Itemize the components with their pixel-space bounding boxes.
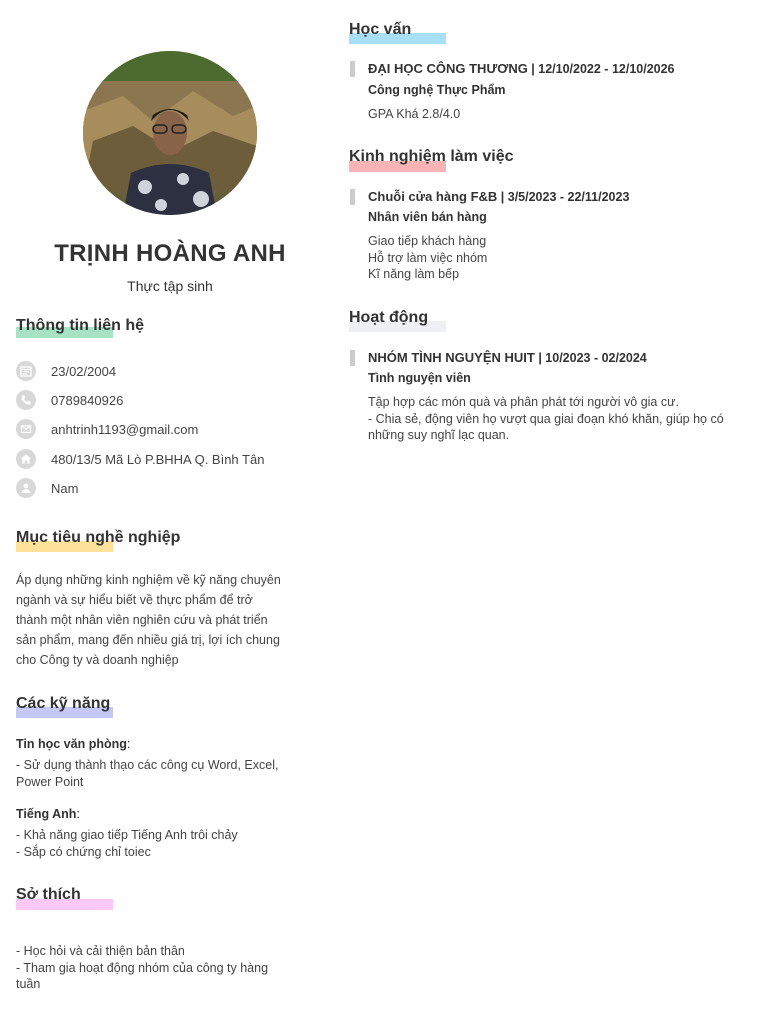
contact-phone[interactable]: 0789840926 [51,392,124,408]
hobbies-text [16,943,306,993]
skill-line: - Sử dụng thành thạo các công cụ Word, Excel, [16,758,279,772]
candidate-role: Thực tập sinh [127,278,213,294]
experience-entry-marker [350,189,355,205]
activities-line: Tập hợp các món quà và phân phát tới người vô gia cư. [368,395,679,409]
contact-row-gender [16,477,78,499]
skill-group-name: Tin học văn phòng [16,737,127,751]
education-org: ĐẠI HỌC CÔNG THƯƠNG [368,61,528,76]
email-icon [16,419,36,439]
user-icon [16,478,36,498]
contact-birthday: 23/02/2004 [51,363,117,379]
education-major: Công nghệ Thực Phẩm [368,83,506,97]
contact-address: 480/13/5 Mã Lò P.BHHA Q. Bình Tân [51,451,265,467]
contact-row-address [16,448,264,470]
experience-line: Giao tiếp khách hàng [368,234,487,248]
activities-line: những suy nghĩ lạc quan. [368,428,510,442]
experience-line: Hỗ trợ làm việc nhóm [368,250,488,265]
objective-title: Mục tiêu nghề nghiệp [16,529,181,546]
hobby-line: - Tham gia hoạt động nhóm của công ty hàng [16,960,269,975]
experience-line: Kĩ năng làm bếp [368,267,460,281]
hobby-line: tuần [16,977,41,991]
experience-entry-heading [368,189,629,204]
skill-group-office-details [16,757,306,790]
contact-row-phone [16,389,123,411]
education-title: Học vấn [349,21,412,38]
activities-line: - Chia sẻ, động viên họ vượt qua giai đoạn khó khăn, giúp họ có [368,411,724,426]
phone-icon [16,390,36,410]
activities-title: Hoạt động [349,309,429,326]
candidate-name: TRỊNH HOÀNG ANH [54,240,286,267]
skill-group-name: Tiếng Anh [16,807,77,821]
education-entry-heading [368,61,675,76]
hobbies-title: Sở thích [16,886,81,903]
calendar-icon [16,361,36,381]
skill-line: - Sắp có chứng chỉ toiec [16,844,151,859]
activities-position: Tình nguyện viên [368,371,471,385]
education-entry-marker [350,61,355,77]
contact-row-email [16,418,198,440]
skill-line: - Khả năng giao tiếp Tiếng Anh trôi chảy [16,828,238,842]
contact-email[interactable]: anhtrinh1193@gmail.com [51,421,199,437]
objective-line: ngành và sự hiểu biết về thực phẩm để trở [16,593,253,607]
activities-entry-heading [368,350,647,365]
education-period: | 12/10/2022 - 12/10/2026 [527,62,675,76]
skill-group-office: Tin học văn phòng: [16,737,131,751]
experience-title: Kinh nghiệm làm việc [349,148,514,165]
experience-period: | 3/5/2023 - 22/11/2023 [497,190,630,204]
avatar [83,51,257,215]
skill-group-english-details [16,827,306,860]
contact-title: Thông tin liên hệ [16,317,144,334]
home-icon [16,449,36,469]
objective-line: thành một nhân viên nghiên cứu và phát triển [16,613,268,627]
contact-row-birthday [16,360,116,382]
objective-text [16,570,306,670]
activities-org: NHÓM TÌNH NGUYỆN HUIT [368,350,535,365]
experience-details [368,233,753,283]
objective-line: Áp dụng những kinh nghiệm về kỹ năng chuyên [16,573,281,587]
left-column [0,0,330,1024]
hobby-line: - Học hỏi và cải thiện bản thân [16,944,185,958]
activities-entry-marker [350,350,355,366]
skill-group-english: Tiếng Anh: [16,807,80,821]
skill-line: Power Point [16,774,84,789]
education-line: GPA Khá 2.8/4.0 [368,107,461,121]
objective-line: cho Công ty và doanh nghiệp [16,653,179,667]
experience-position: Nhân viên bán hàng [368,210,487,224]
activities-details [368,394,753,444]
skills-title: Các kỹ năng [16,695,111,712]
profile-photo [83,51,257,215]
objective-line: sản phẩm, mang đến nhiều giá trị, lợi ích chung [16,633,280,647]
activities-period: | 10/2023 - 02/2024 [534,351,647,365]
education-details [368,106,753,123]
experience-org: Chuỗi cửa hàng F&B [368,189,498,204]
contact-gender: Nam [51,480,79,496]
